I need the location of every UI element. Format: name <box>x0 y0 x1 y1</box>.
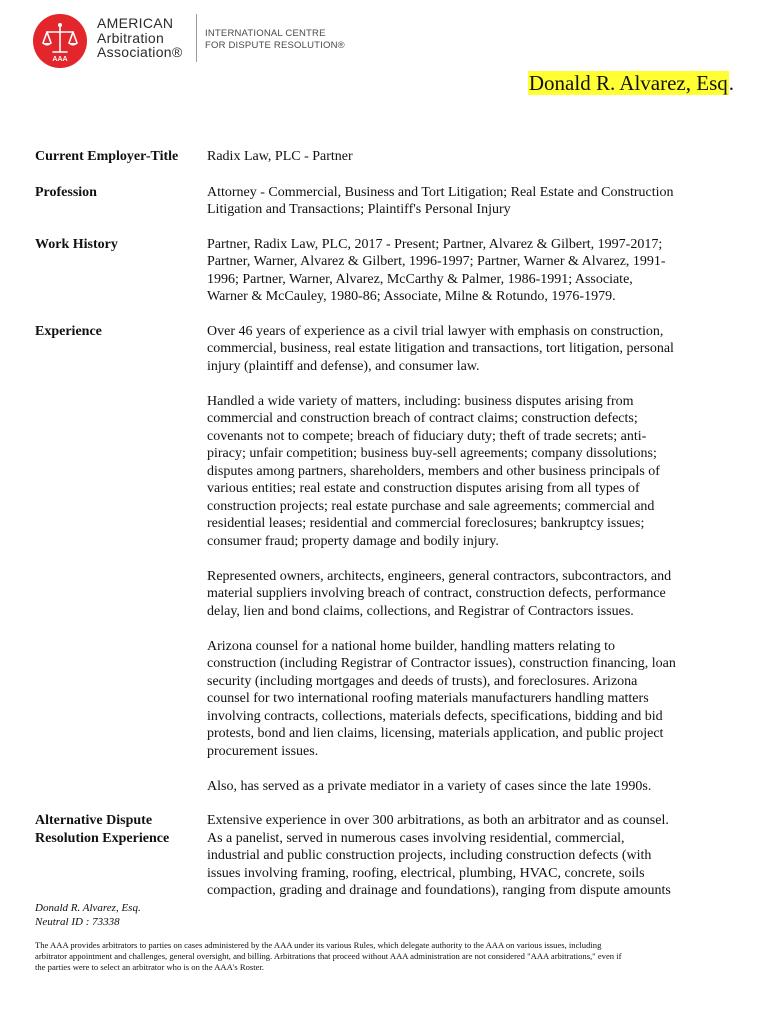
text-line: Extensive experience in over 300 arbitrations, as both an arbitrator and as counsel. <box>207 813 669 828</box>
text-line: compaction, grading and drainage and foundations), ranging from dispute amounts <box>207 883 671 898</box>
section-adr-experience <box>35 812 735 900</box>
section-label <box>35 812 207 900</box>
text-line: Radix Law, PLC - Partner <box>207 149 353 164</box>
text-line: residential leases; residential and commercial foreclosures; bankruptcy issues; <box>207 516 645 531</box>
org-name-line: Association® <box>97 44 183 60</box>
section-label: Current Employer-Title <box>35 149 179 164</box>
text-line: involving contracts, collections, materials defects, specifications, bidding and bid <box>207 708 663 724</box>
text-line: security (including mortgages and deeds of trusts), and foreclosures. Arizona <box>207 673 638 689</box>
header-divider <box>196 14 197 62</box>
section-experience <box>35 323 735 796</box>
paragraph <box>207 812 717 900</box>
text-line: Represented owners, architects, engineers, general contractors, subcontractors, and <box>207 568 672 584</box>
section-work-history <box>35 236 735 306</box>
section-content <box>207 184 717 219</box>
text-line: Handled a wide variety of matters, including: business disputes arising from <box>207 393 634 409</box>
disclaimer-line: The AAA provides arbitrators to parties on cases administered by the AAA under its various Rules, which delegate authority to the AAA on various issues, including <box>35 940 602 950</box>
text-line: construction projects; real estate purchase and sale agreements; commercial and <box>207 498 655 514</box>
icdr-name-line: INTERNATIONAL CENTRE <box>205 28 326 39</box>
disclaimer-line: arbitrator appointment and challenges, general oversight, and billing. Arbitrations that proceed without AAA administration are not considered "AAA arbitrations," even if <box>35 951 622 961</box>
paragraph <box>207 148 717 166</box>
text-line: protests, bond and lien claims, licensing, materials application, and public project <box>207 726 664 741</box>
text-line: Partner, Radix Law, PLC, 2017 - Present; Partner, Alvarez & Gilbert, 1997-2017; <box>207 236 663 252</box>
text-line: covenants not to compete; breach of fiduciary duty; theft of trade secrets; anti- <box>207 428 647 444</box>
section-content <box>207 148 717 166</box>
section-label: Profession <box>35 184 97 200</box>
text-line: various entities; real estate and construction disputes arising from all types of <box>207 481 640 496</box>
org-name-line: Arbitration <box>97 29 165 46</box>
footer-neutral-id: Neutral ID : 73338 <box>35 916 120 928</box>
text-line: Attorney - Commercial, Business and Tort Litigation; Real Estate and Construction <box>207 184 674 200</box>
aaa-disclaimer <box>35 940 735 973</box>
section-content <box>207 236 717 306</box>
icdr-name-line: FOR DISPUTE RESOLUTION® <box>205 39 345 51</box>
text-line: commercial, business, real estate litigation and transactions, tort litigation, personal <box>207 341 674 356</box>
paragraph <box>207 393 717 551</box>
footer-name: Donald R. Alvarez, Esq. <box>35 902 141 914</box>
text-line: disputes among partners, shareholders, members and other business principals of <box>207 463 660 479</box>
disclaimer-line: the parties were to select an arbitrator who is on the AAA's Roster. <box>35 962 264 972</box>
svg-text:AAA: AAA <box>52 56 68 63</box>
aaa-seal-logo-icon <box>33 14 87 68</box>
section-label: Work History <box>35 236 118 252</box>
text-line: injury (plaintiff and defense), and consumer law. <box>207 358 480 374</box>
paragraph <box>207 638 717 761</box>
text-line: Also, has served as a private mediator in a variety of cases since the late 1990s. <box>207 778 652 794</box>
section-content <box>207 323 717 796</box>
section-content <box>207 812 717 900</box>
text-line: Litigation and Transactions; Plaintiff's Personal Injury <box>207 202 511 217</box>
org-name <box>97 16 183 60</box>
section-label-line: Resolution Experience <box>35 830 170 846</box>
section-current-employer <box>35 148 735 166</box>
org-name-line: AMERICAN <box>97 15 174 31</box>
paragraph <box>207 184 717 219</box>
text-line: Arizona counsel for a national home builder, handling matters relating to <box>207 638 616 654</box>
text-line: consumer fraud; property damage and bodily injury. <box>207 533 499 549</box>
text-line: industrial and public construction projects, including construction defects (with <box>207 848 652 863</box>
text-line: counsel for two international roofing materials manufacturers handling matters <box>207 691 649 706</box>
section-label: Experience <box>35 323 102 339</box>
text-line: procurement issues. <box>207 743 319 759</box>
icdr-name <box>205 28 345 51</box>
section-profession <box>35 184 735 219</box>
paragraph <box>207 568 717 621</box>
text-line: issues involving framing, roofing, electrical, plumbing, HVAC, concrete, soils <box>207 865 645 881</box>
text-line: commercial and construction breach of contract claims; construction defects; <box>207 411 638 426</box>
arbitrator-name-highlight: Donald R. Alvarez, Esq <box>528 71 728 95</box>
text-line: As a panelist, served in numerous cases involving residential, commercial, <box>207 830 625 846</box>
arbitrator-name-suffix: . <box>728 71 734 95</box>
profile-sections <box>35 148 735 900</box>
text-line: Over 46 years of experience as a civil trial lawyer with emphasis on construction, <box>207 323 664 339</box>
text-line: piracy; unfair competition; business buy-sell agreements; company dissolutions; <box>207 446 657 461</box>
arbitrator-name-heading <box>528 70 734 96</box>
paragraph <box>207 236 717 306</box>
footer-arbitrator-id <box>35 901 141 929</box>
paragraph <box>207 778 717 796</box>
text-line: delay, lien and bond claims, collections, and Registrar of Contractors issues. <box>207 603 634 619</box>
paragraph <box>207 323 717 376</box>
text-line: Partner, Warner, Alvarez & Gilbert, 1996-1997; Partner, Warner & Alvarez, 1991- <box>207 254 666 269</box>
text-line: construction (including Registrar of Contractor issues), construction financing, loan <box>207 656 676 671</box>
text-line: Warner & McCauley, 1980-86; Associate, Milne & Rotundo, 1976-1979. <box>207 289 616 304</box>
section-label-line: Alternative Dispute <box>35 813 153 828</box>
text-line: 1996; Partner, Warner, Alvarez, McCarthy & Palmer, 1986-1991; Associate, <box>207 271 633 287</box>
text-line: material suppliers involving breach of contract, construction defects, performance <box>207 586 666 601</box>
